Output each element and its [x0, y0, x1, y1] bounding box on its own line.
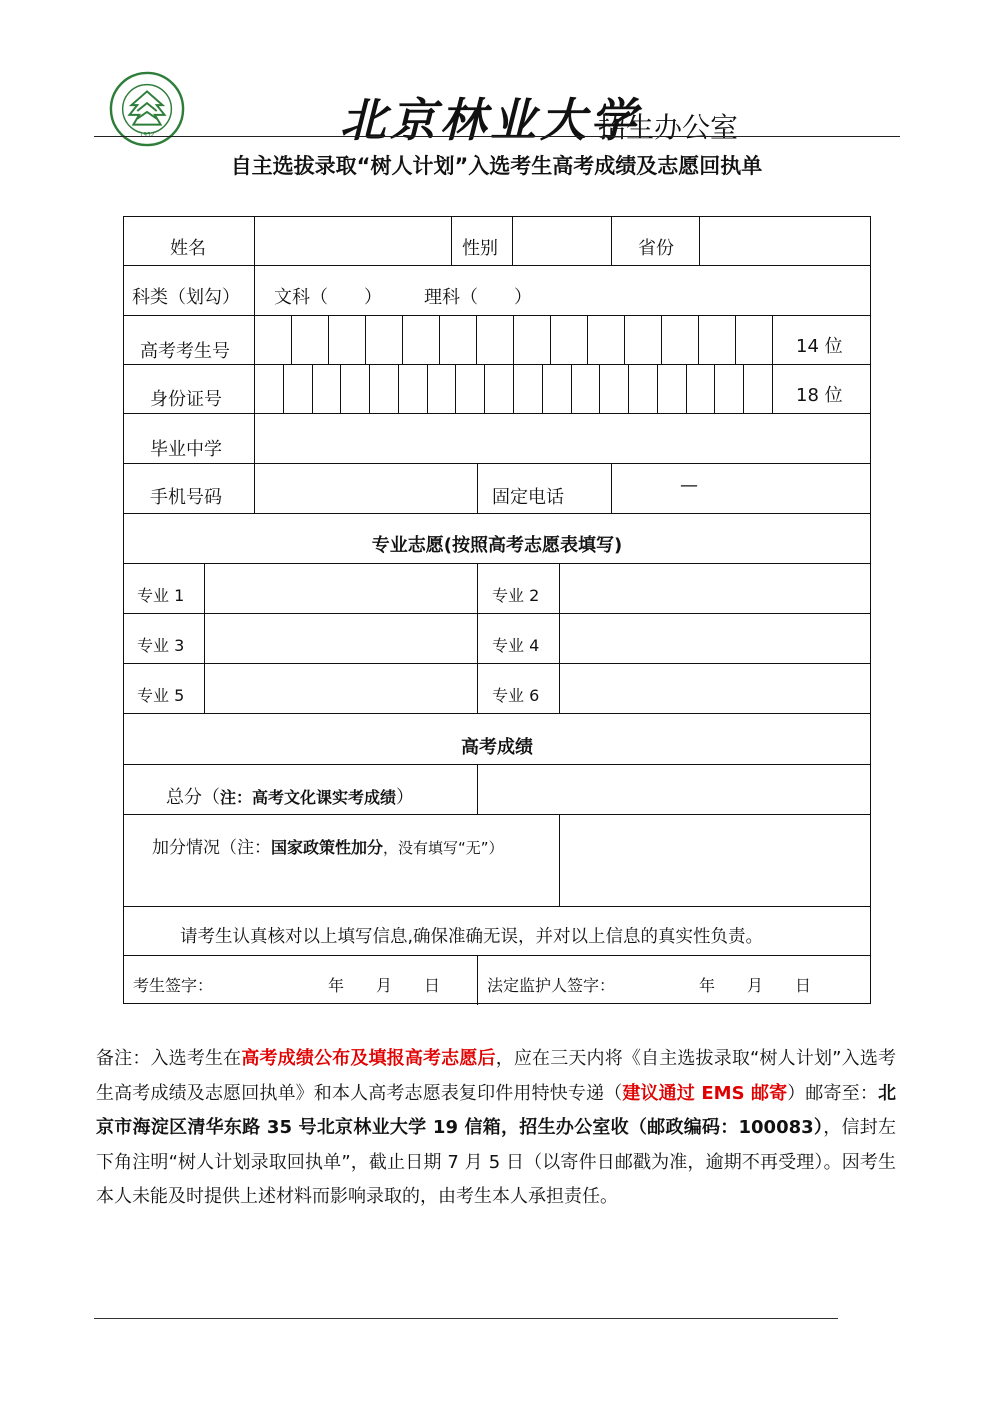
majors-header: 专业志愿(按照高考志愿表填写) — [371, 535, 623, 556]
gender-label: 性别 — [462, 238, 498, 259]
notes-highlight-timing: 高考成绩公布及填报高考志愿后 — [241, 1048, 496, 1069]
major-1-label: 专业 1 — [137, 586, 185, 605]
landline-dash[interactable]: — — [680, 475, 698, 496]
total-score-label: 总分（注：高考文化课实考成绩） — [166, 787, 415, 808]
name-input[interactable] — [255, 217, 451, 265]
receipt-form — [123, 216, 871, 1004]
exam-no-digit-box[interactable] — [329, 315, 365, 364]
school-label: 毕业中学 — [150, 439, 222, 460]
office-name: 招生办公室 — [598, 111, 739, 144]
major-5-label: 专业 5 — [137, 686, 185, 705]
id-number-digit-box[interactable] — [514, 364, 542, 413]
student-signature-date[interactable]: 年 月 日 — [328, 976, 441, 995]
exam-no-digit-box[interactable] — [662, 315, 698, 364]
total-score-input[interactable] — [478, 764, 870, 814]
id-number-digit-box[interactable] — [255, 364, 283, 413]
exam-no-digit-box[interactable] — [403, 315, 439, 364]
subject-li-option[interactable]: 理科（ ） — [424, 287, 532, 308]
subject-label: 科类（划勾） — [132, 287, 240, 308]
id-number-digit-box[interactable] — [572, 364, 600, 413]
student-signature-label: 考生签字： — [133, 976, 214, 995]
id-number-digit-box[interactable] — [687, 364, 715, 413]
id-number-digit-box[interactable] — [313, 364, 341, 413]
mobile-input[interactable] — [255, 463, 477, 513]
exam-no-digit-box[interactable] — [255, 315, 291, 364]
id-number-digit-box[interactable] — [715, 364, 743, 413]
major-2-input[interactable] — [560, 563, 870, 613]
exam-no-digit-box[interactable] — [736, 315, 772, 364]
subject-wen-option[interactable]: 文科（ ） — [274, 287, 382, 308]
major-5-input[interactable] — [205, 663, 477, 713]
id-number-digit-box[interactable] — [284, 364, 312, 413]
score-header: 高考成绩 — [461, 737, 533, 758]
exam-no-digit-box[interactable] — [699, 315, 735, 364]
id-number-digit-box[interactable] — [543, 364, 571, 413]
exam-no-digit-box[interactable] — [514, 315, 550, 364]
university-name: 北京林业大学 — [340, 93, 640, 147]
exam-no-digits-note: 14 位 — [796, 336, 843, 357]
id-number-digit-box[interactable] — [428, 364, 456, 413]
notes-highlight-ems: 建议通过 EMS 邮寄 — [622, 1082, 788, 1104]
guardian-signature-date[interactable]: 年 月 日 — [699, 976, 812, 995]
document-title: 自主选拔录取“树人计划”入选考生高考成绩及志愿回执单 — [230, 154, 763, 178]
declaration: 请考生认真核对以上填写信息,确保准确无误，并对以上信息的真实性负责。 — [180, 927, 764, 947]
svg-text:1952: 1952 — [139, 132, 155, 139]
id-number-digit-box[interactable] — [341, 364, 369, 413]
major-3-label: 专业 3 — [137, 636, 185, 655]
exam-no-label: 高考考生号 — [140, 341, 230, 362]
major-4-input[interactable] — [560, 613, 870, 663]
bonus-input[interactable] — [560, 814, 870, 906]
exam-no-digit-box[interactable] — [625, 315, 661, 364]
exam-no-digit-box[interactable] — [366, 315, 402, 364]
major-1-input[interactable] — [205, 563, 477, 613]
school-input[interactable] — [255, 413, 870, 463]
header-divider — [94, 136, 900, 137]
major-4-label: 专业 4 — [492, 636, 540, 655]
id-number-label: 身份证号 — [150, 389, 222, 410]
mobile-label: 手机号码 — [150, 487, 222, 508]
major-6-input[interactable] — [560, 663, 870, 713]
guardian-signature-label: 法定监护人签字： — [487, 976, 616, 995]
landline-label: 固定电话 — [492, 487, 564, 508]
name-label: 姓名 — [170, 238, 206, 259]
id-number-digit-box[interactable] — [485, 364, 513, 413]
id-number-digit-box[interactable] — [399, 364, 427, 413]
exam-no-digit-box[interactable] — [477, 315, 513, 364]
id-digits-note: 18 位 — [796, 385, 843, 406]
province-label: 省份 — [638, 238, 674, 259]
footer-divider — [94, 1318, 838, 1319]
exam-no-digit-box[interactable] — [440, 315, 476, 364]
id-number-digit-box[interactable] — [629, 364, 657, 413]
id-number-digit-box[interactable] — [600, 364, 628, 413]
gender-input[interactable] — [513, 217, 611, 265]
province-input[interactable] — [700, 217, 870, 265]
id-number-digit-box[interactable] — [456, 364, 484, 413]
bonus-label: 加分情况（注：国家政策性加分，没有填写“无”） — [152, 838, 504, 858]
notes-paragraph: 备注：入选考生在高考成绩公布及填报高考志愿后，应在三天内将《自主选拔录取“树人计划”入选考生高考成绩及志愿回执单》和本人高考志愿表复印件用特快专递（建议通过 EMS 邮寄）邮寄至：北京市海淀区清华东路 35 号北京林业大学 19 信箱，招生办公室收（邮政编码：100083），信封左下角注明“树人计划录取回执单”，截止日期 7 月 5 日（以寄件日邮戳为准，逾期不再受理）。因考生本人未能及时提供上述材料而影响录取的，由考生本人承担责任。 — [96, 1048, 897, 1207]
notes-address: 北京市海淀区清华东路 35 号北京林业大学 19 信箱，招生办公室收（邮政编码：100083） — [96, 1082, 896, 1138]
id-number-digit-box[interactable] — [370, 364, 398, 413]
id-number-digit-box[interactable] — [744, 364, 772, 413]
exam-no-digit-box[interactable] — [551, 315, 587, 364]
exam-no-digit-box[interactable] — [588, 315, 624, 364]
exam-no-digit-box[interactable] — [292, 315, 328, 364]
major-3-input[interactable] — [205, 613, 477, 663]
id-number-digit-box[interactable] — [658, 364, 686, 413]
major-2-label: 专业 2 — [492, 586, 540, 605]
major-6-label: 专业 6 — [492, 686, 540, 705]
